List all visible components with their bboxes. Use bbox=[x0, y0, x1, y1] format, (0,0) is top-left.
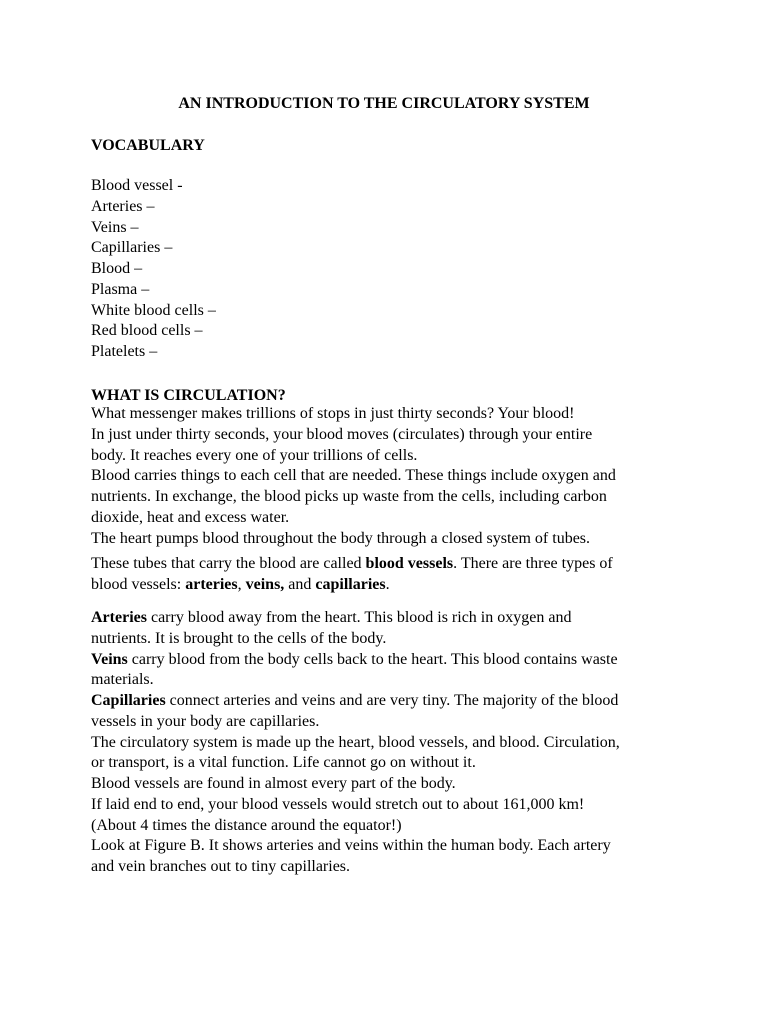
paragraph-line bbox=[91, 553, 691, 574]
term-veins-definition: Veins bbox=[91, 650, 128, 668]
paragraph-line bbox=[91, 608, 691, 629]
line-text: carry blood from the body cells back to the heart. This blood contains waste bbox=[127, 650, 618, 668]
vessel-types-paragraph bbox=[91, 608, 691, 878]
line-text: connect arteries and veins and are very tiny. The majority of the blood bbox=[165, 692, 619, 709]
paragraph-line: Blood carries things to each cell that are needed. These things include oxygen and bbox=[91, 467, 616, 485]
paragraph-line: Blood vessels are found in almost every part of the body. bbox=[91, 775, 456, 792]
vocabulary-item: Red blood cells – bbox=[91, 322, 203, 340]
vocabulary-list bbox=[91, 176, 691, 363]
term-blood-vessels: blood vessels bbox=[365, 555, 454, 572]
term-capillaries: capillaries bbox=[315, 576, 386, 593]
vocabulary-item: Capillaries – bbox=[91, 239, 173, 257]
paragraph-line: Look at Figure B. It shows arteries and veins within the human body. Each artery bbox=[91, 837, 611, 855]
paragraph-line: dioxide, heat and excess water. bbox=[91, 508, 290, 526]
paragraph-line: In just under thirty seconds, your blood moves (circulates) through your entire bbox=[91, 425, 593, 443]
vocabulary-item: White blood cells – bbox=[91, 301, 216, 319]
paragraph-line: The circulatory system is made up the heart, blood vessels, and blood. Circulation, bbox=[91, 733, 620, 751]
line-text: blood vessels: bbox=[91, 576, 186, 593]
vocabulary-item: Blood – bbox=[91, 260, 143, 277]
paragraph-line: body. It reaches every one of your trillions of cells. bbox=[91, 446, 418, 464]
vocabulary-heading: VOCABULARY bbox=[91, 137, 205, 154]
line-text: carry blood away from the heart. This blood is rich in oxygen and bbox=[146, 609, 572, 626]
circulation-paragraph bbox=[91, 404, 691, 549]
line-text: . bbox=[385, 576, 390, 593]
paragraph-line: and vein branches out to tiny capillaries. bbox=[91, 858, 351, 875]
paragraph-line bbox=[91, 650, 691, 671]
circulation-heading: WHAT IS CIRCULATION? bbox=[91, 387, 286, 404]
term-capillaries-definition: Capillaries bbox=[91, 692, 166, 709]
vocabulary-item: Veins – bbox=[91, 218, 139, 236]
line-text: and bbox=[284, 576, 316, 593]
vocabulary-item: Platelets – bbox=[91, 343, 158, 360]
paragraph-line: nutrients. It is brought to the cells of the body. bbox=[91, 629, 387, 647]
vocabulary-item: Plasma – bbox=[91, 280, 150, 298]
document-title: AN INTRODUCTION TO THE CIRCULATORY SYSTEM bbox=[178, 95, 590, 112]
line-text: These tubes that carry the blood are called bbox=[91, 555, 366, 572]
term-arteries-definition: Arteries bbox=[91, 609, 147, 626]
blood-vessels-paragraph bbox=[91, 553, 691, 595]
paragraph-line bbox=[91, 691, 691, 712]
paragraph-line: or transport, is a vital function. Life cannot go on without it. bbox=[91, 754, 476, 772]
line-text: . There are three types of bbox=[453, 555, 613, 572]
term-veins: veins, bbox=[245, 576, 285, 593]
paragraph-line: nutrients. In exchange, the blood picks up waste from the cells, including carbon bbox=[91, 488, 607, 505]
paragraph-line: vessels in your body are capillaries. bbox=[91, 712, 320, 730]
paragraph-line: materials. bbox=[91, 671, 154, 689]
paragraph-line: If laid end to end, your blood vessels would stretch out to about 161,000 km! bbox=[91, 795, 585, 813]
vocabulary-item: Blood vessel - bbox=[91, 177, 183, 194]
paragraph-line: (About 4 times the distance around the equator!) bbox=[91, 816, 402, 834]
vocabulary-item: Arteries – bbox=[91, 197, 155, 215]
paragraph-line bbox=[91, 574, 691, 595]
line-text: , bbox=[237, 576, 246, 593]
paragraph-line: The heart pumps blood throughout the body through a closed system of tubes. bbox=[91, 529, 591, 547]
paragraph-line: What messenger makes trillions of stops in just thirty seconds? Your blood! bbox=[91, 405, 575, 422]
term-arteries: arteries bbox=[185, 576, 238, 593]
